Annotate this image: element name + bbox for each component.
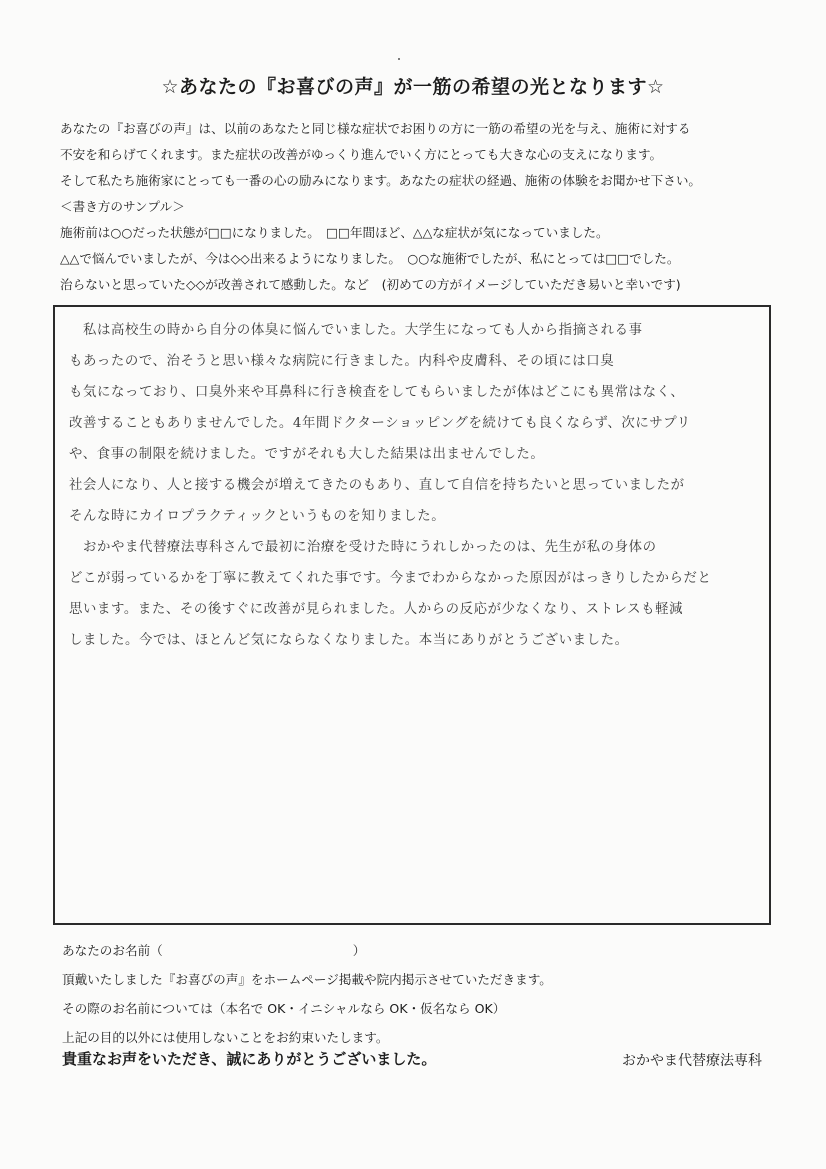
clinic-name: おかやま代替療法専科 — [622, 1053, 762, 1069]
sample-line: △△で悩んでいましたが、今は◇◇出来るようになりました。 ○○な施術でしたが、私にとっては□□でした。 — [60, 251, 680, 266]
handwritten-line: や、食事の制限を続けました。ですがそれも大した結果は出ませんでした。 — [69, 447, 545, 462]
sample-heading: ＜書き方のサンプル＞ — [60, 199, 185, 214]
handwritten-line: そんな時にカイロプラクティックというものを知りました。 — [69, 509, 446, 524]
closing — [62, 1048, 762, 1078]
name-policy-note: その際のお名前については（本名で OK・イニシャルなら OK・仮名なら OK） — [62, 1001, 506, 1016]
handwritten-line: しました。今では、ほとんど気にならなくなりました。本当にありがとうございました。 — [69, 633, 629, 648]
handwritten-line: もあったので、治そうと思い様々な病院に行きました。内科や皮膚科、その頃には口臭 — [69, 354, 615, 369]
handwritten-line: おかやま代替療法専科さんで最初に治療を受けた時にうれしかったのは、先生が私の身体の — [69, 540, 657, 555]
sample-line: 施術前は○○だった状態が□□になりました。 □□年間ほど、△△な症状が気になっていました。 — [60, 225, 609, 240]
paper-speck — [398, 58, 400, 60]
handwritten-line: 私は高校生の時から自分の体臭に悩んでいました。大学生になっても人から指摘される事 — [69, 323, 643, 338]
handwritten-line: 社会人になり、人と接する機会が増えてきたのもあり、直して自信を持ちたいと思っていましたが — [69, 478, 685, 493]
handwritten-line: 思います。また、その後すぐに改善が見られました。人からの反応が少なくなり、ストレスも軽減 — [69, 602, 684, 617]
intro-line: 不安を和らげてくれます。また症状の改善がゆっくり進んでいく方にとっても大きな心の支えになります。 — [60, 147, 663, 162]
handwritten-line: も気になっており、口臭外来や耳鼻科に行き検査をしてもらいましたが体はどこにも異常はなく、 — [69, 385, 685, 400]
thanks-text: 貴重なお声をいただき、誠にありがとうございました。 — [62, 1050, 437, 1068]
name-close-paren: ） — [352, 943, 366, 958]
intro-line: あなたの『お喜びの声』は、以前のあなたと同じ様な症状でお困りの方に一筋の希望の光を与え、施術に対する — [60, 121, 691, 136]
purpose-note: 上記の目的以外には使用しないことをお約束いたします。 — [62, 1030, 389, 1045]
intro-line: そして私たち施術家にとっても一番の心の励みになります。あなたの症状の経過、施術の体験をお聞かせ下さい。 — [60, 173, 702, 188]
handwritten-line: どこが弱っているかを丁寧に教えてくれた事です。今までわからなかった原因がはっきりしたからだと — [69, 571, 712, 586]
footer-notes — [62, 936, 762, 1052]
sample-line: 治らないと思っていた◇◇が改善されて感動した。など (初めての方がイメージしていただき易いと幸いです) — [60, 277, 681, 292]
handwritten-testimonial — [69, 315, 769, 656]
intro-text — [60, 116, 780, 298]
consent-note: 頂戴いたしました『お喜びの声』をホームページ掲載や院内掲示させていただきます。 — [62, 972, 552, 987]
handwritten-line: 改善することもありませんでした。4年間ドクターショッピングを続けても良くならず、次にサプリ — [69, 416, 691, 431]
name-field-row — [62, 936, 762, 965]
testimonial-box — [53, 305, 771, 925]
page-title: ☆あなたの『お喜びの声』が一筋の希望の光となります☆ — [161, 76, 665, 98]
name-label: あなたのお名前（ — [62, 943, 163, 958]
